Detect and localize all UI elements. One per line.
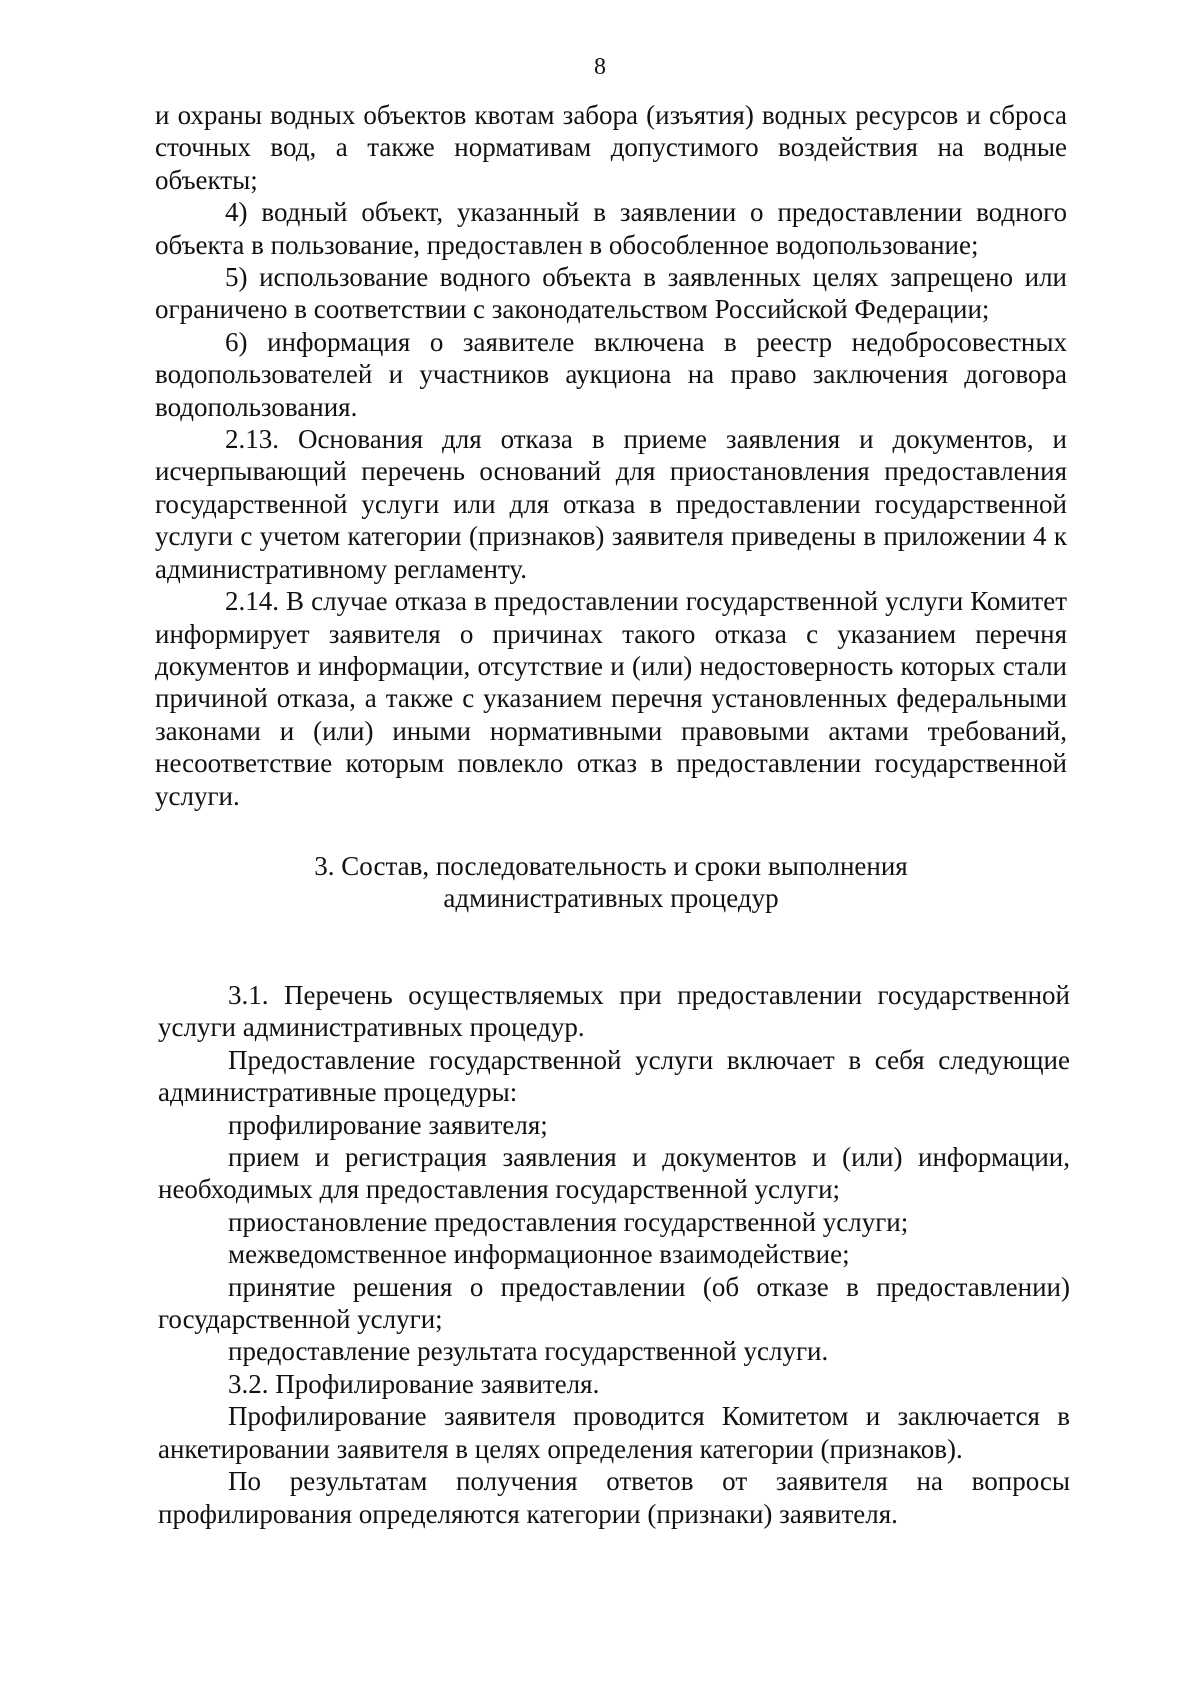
paragraph-continuation: и охраны водных объектов квотам забора (изъятия) водных ресурсов и сброса сточных вод, а также нормативам допустимого воздействия на водные объекты;: [155, 100, 1067, 195]
paragraph-2-13: 2.13. Основания для отказа в приеме заявления и документов, и исчерпывающий перечень оснований для приостановления предоставления государственной услуги или для отказа в предоставлении государственной услуги с учетом категории (признаков) заявителя приведены в приложении 4 к административному регламенту.: [155, 424, 1067, 584]
list-item-suspension: приостановление предоставления государственной услуги;: [228, 1206, 909, 1237]
section-heading: [155, 850, 1067, 915]
section-heading-line2: административных процедур: [443, 883, 779, 914]
section-heading-line1: 3. Состав, последовательность и сроки выполнения: [314, 850, 908, 881]
paragraph-2-14: 2.14. В случае отказа в предоставлении государственной услуги Комитет информирует заявителя о причинах такого отказа с указанием перечня документов и информации, отсутствие и (или) недостоверность которых стали причиной отказа, а также с указанием перечня установленных федеральными законами и (или) иными нормативными правовыми актами требований, несоответствие которым повлекло отказ в предоставлении государственной услуги.: [155, 586, 1067, 811]
document-body-bottom: [158, 979, 1070, 1530]
paragraph-item-4: 4) водный объект, указанный в заявлении о предоставлении водного объекта в пользование, предоставлен в обособленное водопользование;: [155, 197, 1067, 260]
list-item-reception: прием и регистрация заявления и документов и (или) информации, необходимых для предоставления государственной услуги;: [158, 1142, 1070, 1205]
page-number: 8: [594, 54, 606, 80]
paragraph-3-1: 3.1. Перечень осуществляемых при предоставлении государственной услуги административных процедур.: [158, 980, 1070, 1043]
paragraph-procedures-intro: Предоставление государственной услуги включает в себя следующие административные процедуры:: [158, 1044, 1070, 1108]
document-body-top: [155, 99, 1067, 955]
list-item-result: предоставление результата государственной услуги.: [228, 1336, 829, 1367]
list-item-profiling: профилирование заявителя;: [228, 1109, 548, 1140]
paragraph-3-2: 3.2. Профилирование заявителя.: [228, 1368, 600, 1399]
paragraph-item-5: 5) использование водного объекта в заявленных целях запрещено или ограничено в соответствии с законодательством Российской Федерации;: [155, 262, 1067, 325]
list-item-decision: принятие решения о предоставлении (об отказе в предоставлении) государственной услуги;: [158, 1271, 1070, 1335]
paragraph-profiling-results: По результатам получения ответов от заявителя на вопросы профилирования определяются категории (признаки) заявителя.: [158, 1466, 1070, 1529]
paragraph-item-6: 6) информация о заявителе включена в реестр недобросовестных водопользователей и участников аукциона на право заключения договора водопользования.: [155, 326, 1067, 422]
paragraph-profiling-description: Профилирование заявителя проводится Комитетом и заключается в анкетировании заявителя в целях определения категории (признаков).: [158, 1401, 1070, 1464]
list-item-interagency: межведомственное информационное взаимодействие;: [228, 1239, 850, 1270]
